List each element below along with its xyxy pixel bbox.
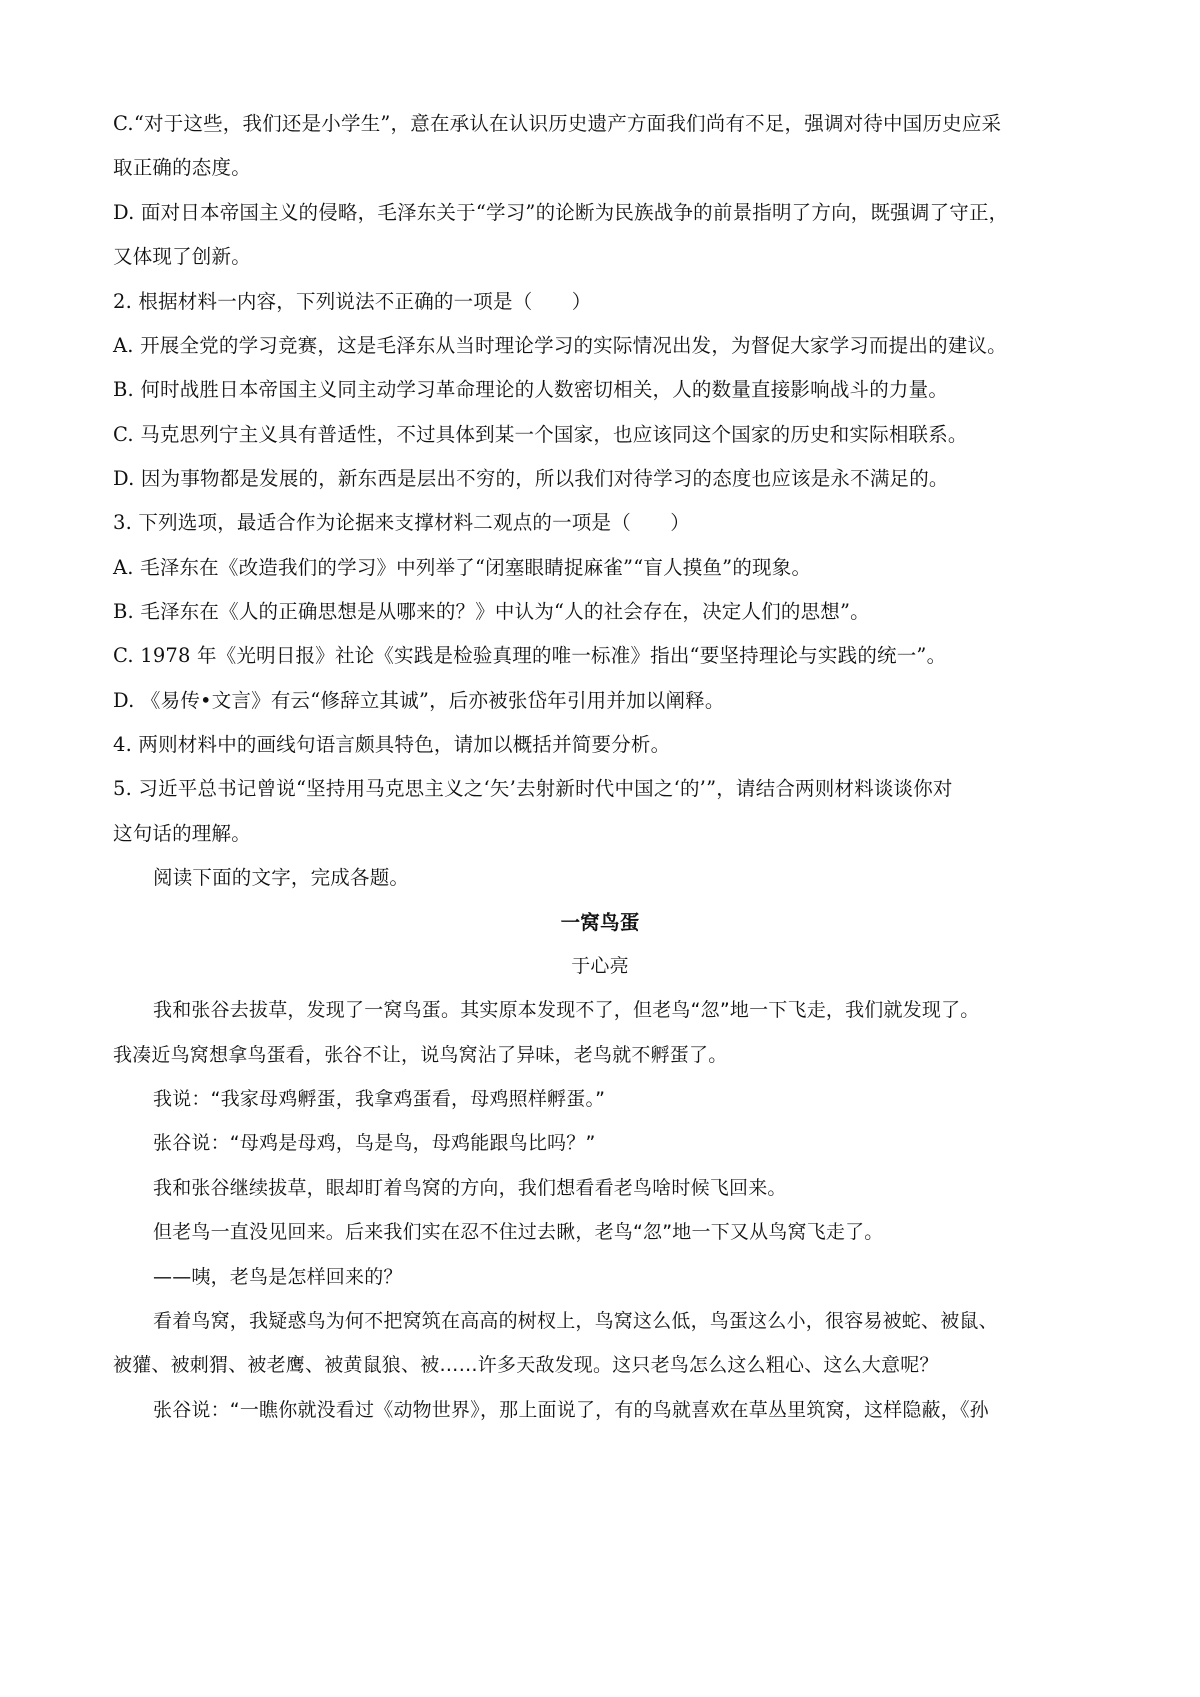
- question-1-option-d-line-2: 又体现了创新。: [113, 245, 251, 268]
- question-1-option-c-line-2: 取正确的态度。: [113, 156, 251, 179]
- question-5-line-1: 5. 习近平总书记曾说“坚持用马克思主义之‘矢’去射新时代中国之‘的’”，请结合两则材料谈谈你对: [113, 777, 953, 800]
- story-paragraph-1-line-1: 我和张谷去拔草，发现了一窝鸟蛋。其实原本发现不了，但老鸟“忽”地一下飞走，我们就发现了。: [153, 999, 980, 1021]
- question-3-option-d: D. 《易传•文言》有云“修辞立其诚”，后亦被张岱年引用并加以阐释。: [113, 689, 725, 712]
- question-2-stem: 2. 根据材料一内容，下列说法不正确的一项是（ ）: [113, 290, 592, 313]
- story-title: 一窝鸟蛋: [560, 911, 640, 934]
- question-1-option-d-line-1: D. 面对日本帝国主义的侵略，毛泽东关于“学习”的论断为民族战争的前景指明了方向，既强调了守正，: [113, 201, 1009, 224]
- story-paragraph-1-line-2: 我凑近鸟窝想拿鸟蛋看，张谷不让，说鸟窝沾了异味，老鸟就不孵蛋了。: [113, 1044, 728, 1066]
- story-paragraph-3: 张谷说：“母鸡是母鸡，鸟是鸟，母鸡能跟鸟比吗？”: [153, 1132, 596, 1154]
- story-paragraph-6: ——咦，老鸟是怎样回来的？: [153, 1266, 403, 1288]
- story-paragraph-4: 我和张谷继续拔草，眼却盯着鸟窝的方向，我们想看看老鸟啥时候飞回来。: [153, 1177, 787, 1199]
- question-3-option-b: B. 毛泽东在《人的正确思想是从哪来的？》中认为“人的社会存在，决定人们的思想”。: [113, 600, 870, 623]
- story-paragraph-2: 我说：“我家母鸡孵蛋，我拿鸡蛋看，母鸡照样孵蛋。”: [153, 1088, 606, 1110]
- question-3-option-c: C. 1978 年《光明日报》社论《实践是检验真理的唯一标准》指出“要坚持理论与实践的统一”。: [113, 644, 947, 667]
- question-3-option-a: A. 毛泽东在《改造我们的学习》中列举了“闭塞眼睛捉麻雀”“盲人摸鱼”的现象。: [113, 556, 812, 579]
- question-1-option-c-line-1: C.“对于这些，我们还是小学生”，意在承认在认识历史遗产方面我们尚有不足，强调对待中国历史应采: [113, 112, 1002, 135]
- question-5-line-2: 这句话的理解。: [113, 822, 251, 845]
- question-3-stem: 3. 下列选项，最适合作为论据来支撑材料二观点的一项是（ ）: [113, 511, 691, 534]
- story-paragraph-7-line-2: 被獾、被刺猬、被老鹰、被黄鼠狼、被……许多天敌发现。这只老鸟怎么这么粗心、这么大意呢？: [113, 1354, 939, 1376]
- story-paragraph-7-line-1: 看着鸟窝，我疑惑鸟为何不把窝筑在高高的树杈上，鸟窝这么低，鸟蛋这么小，很容易被蛇、被鼠、: [153, 1310, 998, 1332]
- story-paragraph-8-line-1: 张谷说：“一瞧你就没看过《动物世界》，那上面说了，有的鸟就喜欢在草丛里筑窝，这样隐蔽，《孙: [153, 1399, 989, 1421]
- question-2-option-d: D. 因为事物都是发展的，新东西是层出不穷的，所以我们对待学习的态度也应该是永不满足的。: [113, 467, 949, 490]
- reading-instruction: 阅读下面的文字，完成各题。: [153, 866, 410, 889]
- story-paragraph-5: 但老鸟一直没见回来。后来我们实在忍不住过去瞅，老鸟“忽”地一下又从鸟窝飞走了。: [153, 1221, 884, 1243]
- question-4: 4. 两则材料中的画线句语言颇具特色，请加以概括并简要分析。: [113, 733, 671, 756]
- question-2-option-a: A. 开展全党的学习竞赛，这是毛泽东从当时理论学习的实际情况出发，为督促大家学习而提出的建议。: [113, 334, 1007, 357]
- question-2-option-b: B. 何时战胜日本帝国主义同主动学习革命理论的人数密切相关，人的数量直接影响战斗的力量。: [113, 378, 949, 401]
- story-author: 于心亮: [571, 955, 629, 977]
- question-2-option-c: C. 马克思列宁主义具有普适性，不过具体到某一个国家，也应该同这个国家的历史和实际相联系。: [113, 423, 968, 446]
